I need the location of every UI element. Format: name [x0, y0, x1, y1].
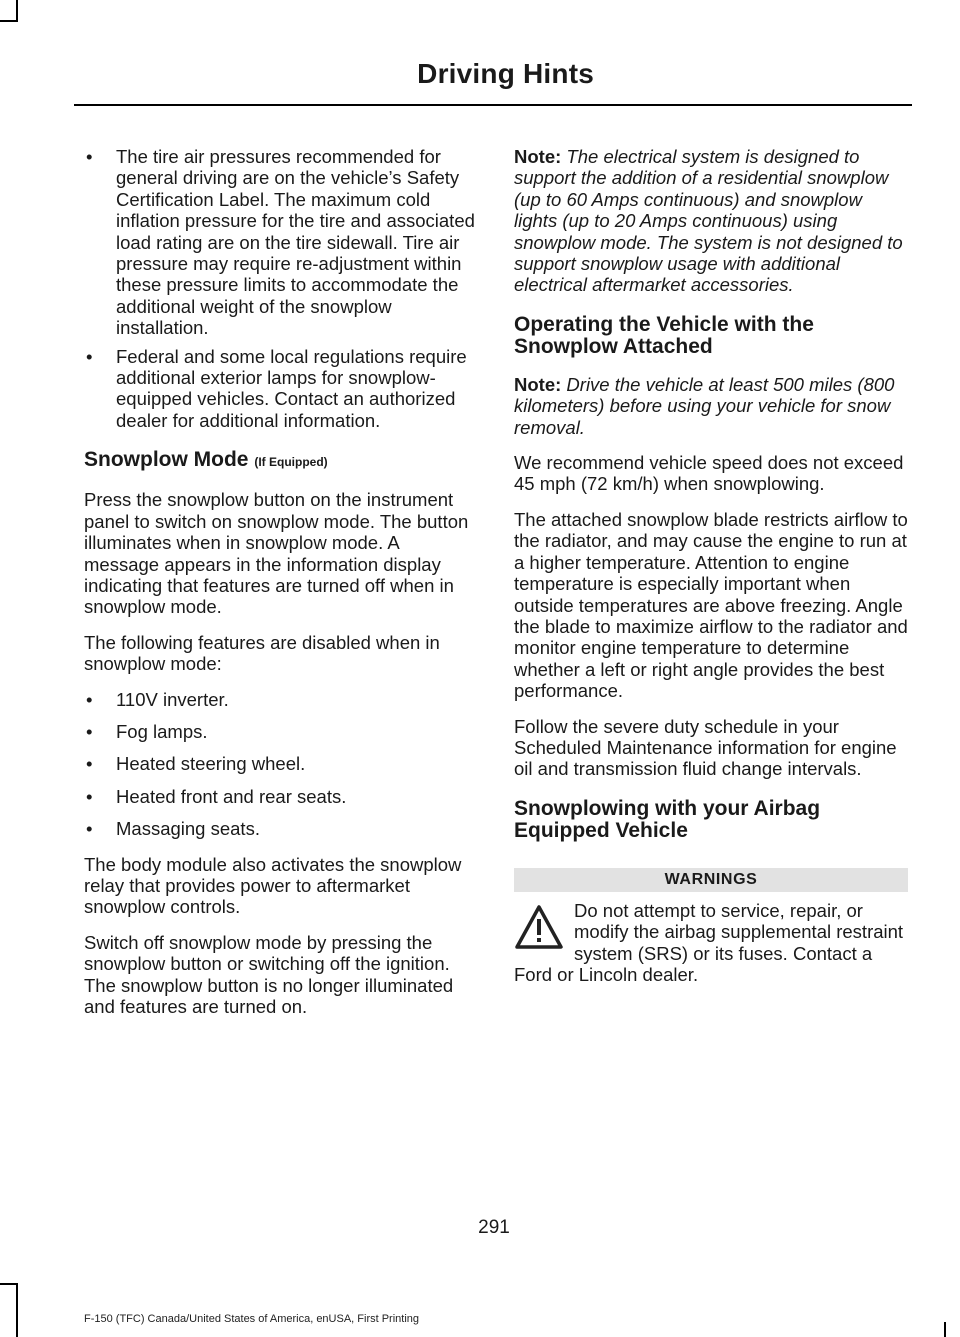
warning-item [514, 900, 908, 986]
note-text: Drive the vehicle at least 500 miles (800 kilometers) before using your vehicle for snow removal. [514, 373, 895, 438]
heading-text: Snowplow Mode [84, 448, 249, 472]
list-item: • Federal and some local regulations require additional exterior lamps for snowplow-equipped vehicles. Contact an authorized dealer for additional information. [84, 346, 476, 432]
note-text: The electrical system is designed to support the addition of a residential snowplow (up to 60 Amps continuous) and snowplow lights (up to 20 Amps continuous) using snowplow mode. The system is not designed to support snowplow usage with additional electrical aftermarket accessories. [514, 146, 903, 296]
crop-mark-bottom-left-v [16, 1283, 18, 1337]
paragraph: The body module also activates the snowplow relay that provides power to aftermarket snowplow controls. [84, 853, 462, 918]
disabled-features-list [84, 689, 476, 840]
note-label: Note: [514, 146, 562, 167]
list-item: • Heated steering wheel. [84, 753, 476, 774]
crop-mark-bottom-right-v [944, 1322, 946, 1337]
crop-mark-bottom-left-h [0, 1283, 18, 1285]
list-item: • 110V inverter. [84, 689, 476, 710]
section-heading-snowplow-mode [84, 449, 476, 473]
paragraph: Switch off snowplow mode by pressing the snowplow button or switching off the ignition. The snowplow button is no longer illuminated and features are turned on. [84, 931, 454, 1017]
paragraph: We recommend vehicle speed does not exceed 45 mph (72 km/h) when snowplowing. [514, 452, 904, 495]
tire-lamp-bullet-list [84, 146, 476, 431]
right-column [514, 146, 908, 985]
list-item: • Heated front and rear seats. [84, 786, 476, 807]
header-divider [74, 104, 912, 106]
note-electrical [514, 146, 908, 296]
paragraph: The attached snowplow blade restricts airflow to the radiator, and may cause the engine to run at a higher temperature. Attention to engine temperature is especially important when outside temperatures are above freezing. Angle the blade to maximize airflow to the radiator and monitor engine temperature to determine whether a left or right angle provides the best performance. [514, 508, 908, 702]
list-item: • Massaging seats. [84, 818, 476, 839]
footer-edition: F-150 (TFC) Canada/United States of America, enUSA, First Printing [84, 1313, 420, 1325]
crop-mark-top-left-v [16, 0, 18, 22]
section-heading-airbag: Snowplowing with your Airbag Equipped Vehicle [514, 796, 821, 842]
warnings-header: WARNINGS [514, 868, 908, 892]
warning-text: Do not attempt to service, repair, or modify the airbag supplemental restraint system (SRS) or its fuses. Contact a Ford or Lincoln dealer. [514, 899, 904, 985]
paragraph: Press the snowplow button on the instrument panel to switch on snowplow mode. The button illuminates when in snowplow mode. A message appears in the information display indicating that features are turned off when in snowplow mode. [84, 489, 469, 618]
list-item: • The tire air pressures recommended for general driving are on the vehicle’s Safety Certification Label. The maximum cold inflation pressure for the tire and associated load rating are on the tire sidewall. Tire air pressure may require re-adjustment within these pressure limits to accommodate the additional weight of the snowplow installation. [84, 146, 476, 339]
warning-triangle-icon [514, 904, 564, 950]
list-item: • Fog lamps. [84, 721, 476, 742]
crop-mark-top-left-h [0, 20, 18, 22]
section-heading-operating: Operating the Vehicle with the Snowplow Attached [514, 312, 814, 358]
note-label: Note: [514, 373, 562, 395]
paragraph: The following features are disabled when in snowplow mode: [84, 631, 440, 675]
left-column [84, 146, 476, 1031]
heading-qualifier: (If Equipped) [254, 455, 328, 470]
page-title: Driving Hints [417, 58, 594, 89]
paragraph: Follow the severe duty schedule in your Scheduled Maintenance information for engine oil and transmission fluid change intervals. [514, 715, 897, 780]
page-number: 291 [478, 1217, 510, 1238]
note-break-in [514, 374, 908, 438]
